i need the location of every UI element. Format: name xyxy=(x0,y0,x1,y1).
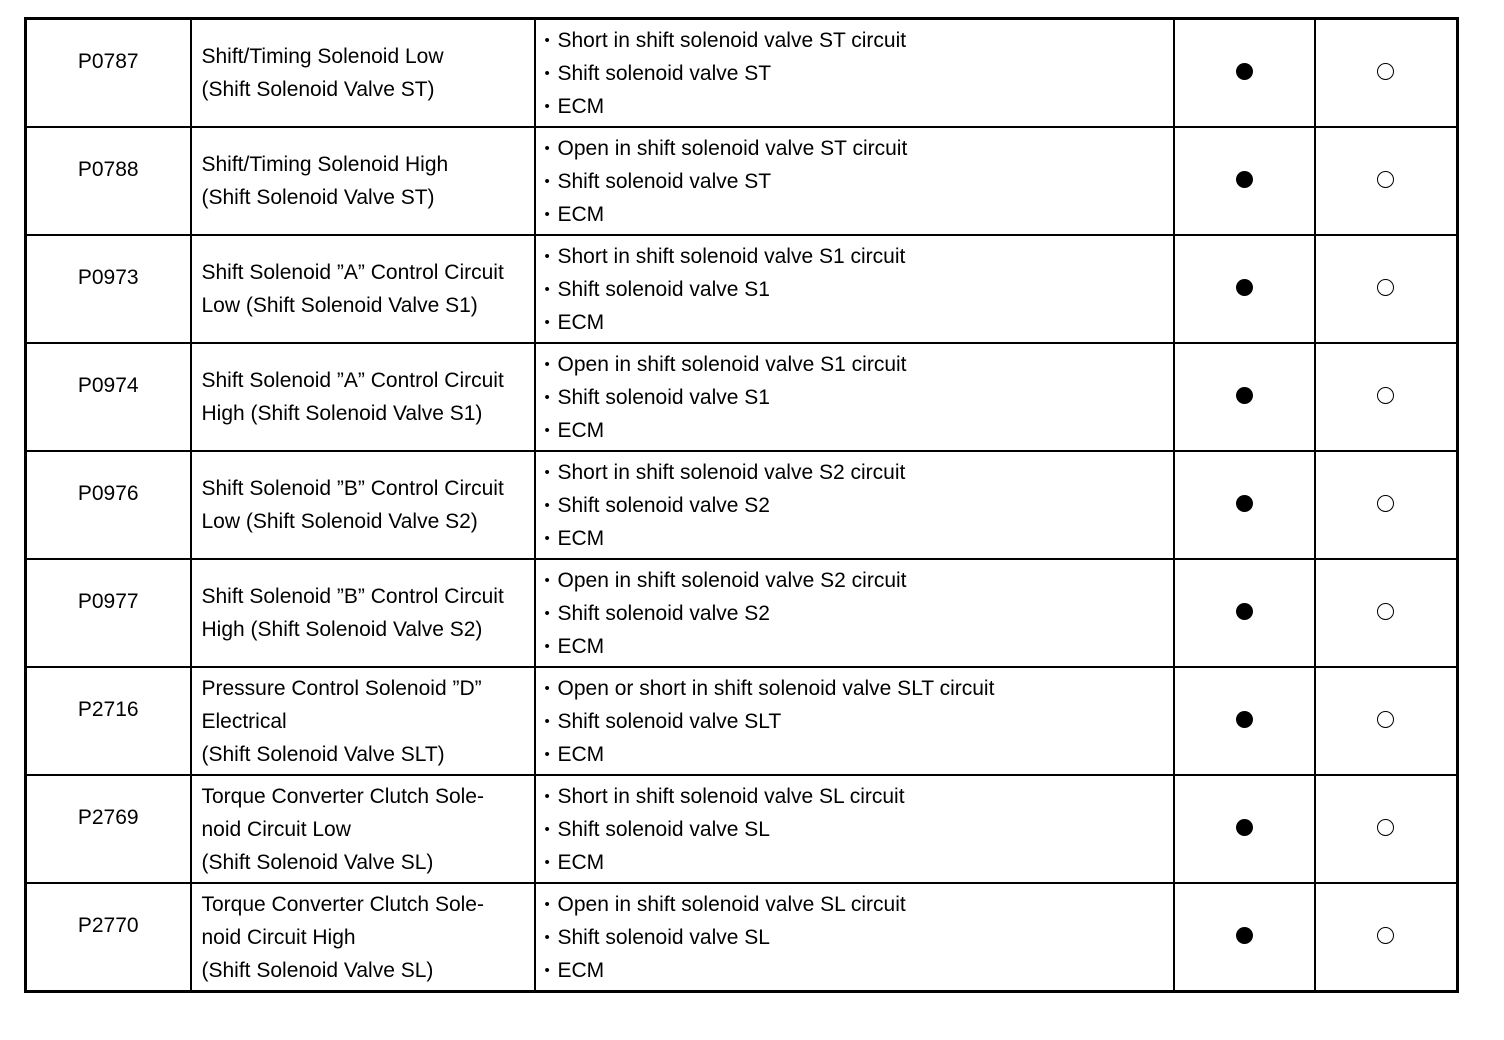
trouble-area-item xyxy=(545,456,1173,489)
trouble-area-text: Shift solenoid valve SLT xyxy=(557,709,782,733)
trouble-area-item xyxy=(545,489,1173,522)
detection-item-line: Torque Converter Clutch Sole- xyxy=(201,784,484,808)
detection-item-line: Low (Shift Solenoid Valve S2) xyxy=(201,510,478,533)
bullet-icon: • xyxy=(544,745,550,763)
trouble-area-text: ECM xyxy=(557,742,605,766)
bullet-icon: • xyxy=(544,139,550,157)
memory-cell xyxy=(1315,559,1458,667)
detection-item-line: High (Shift Solenoid Valve S1) xyxy=(201,402,483,425)
trouble-area-text: Shift solenoid valve ST xyxy=(557,169,772,193)
trouble-area-item xyxy=(545,165,1173,198)
trouble-area-item xyxy=(545,57,1173,90)
table-row xyxy=(26,343,1458,451)
dtc-code: P0977 xyxy=(26,559,191,667)
bullet-icon: • xyxy=(544,529,550,547)
trouble-area-text: Open in shift solenoid valve S1 circuit xyxy=(557,352,907,376)
trouble-area-item xyxy=(545,705,1173,738)
mil-cell xyxy=(1174,451,1315,559)
filled-circle-icon xyxy=(1236,927,1253,944)
trouble-area-text: ECM xyxy=(557,958,605,982)
bullet-icon: • xyxy=(544,895,550,913)
trouble-area-item xyxy=(545,132,1173,165)
trouble-area-text: ECM xyxy=(557,94,605,118)
mil-cell xyxy=(1174,235,1315,343)
memory-cell xyxy=(1315,19,1458,128)
detection-item-line: Pressure Control Solenoid ”D” xyxy=(201,676,482,700)
trouble-area-item xyxy=(545,921,1173,954)
table-row xyxy=(26,559,1458,667)
memory-cell xyxy=(1315,235,1458,343)
table-row xyxy=(26,235,1458,343)
filled-circle-icon xyxy=(1236,63,1253,80)
bullet-icon: • xyxy=(544,787,550,805)
table-row xyxy=(26,451,1458,559)
trouble-area-text: ECM xyxy=(557,310,605,334)
table-row xyxy=(26,127,1458,235)
trouble-area-text: Short in shift solenoid valve SL circuit xyxy=(557,784,905,808)
bullet-icon: • xyxy=(544,712,550,730)
bullet-icon: • xyxy=(544,961,550,979)
detection-item-line: Low (Shift Solenoid Valve S1) xyxy=(201,294,478,317)
trouble-area-item xyxy=(545,597,1173,630)
table-row xyxy=(26,775,1458,883)
dtc-code: P0788 xyxy=(26,127,191,235)
mil-cell xyxy=(1174,127,1315,235)
bullet-icon: • xyxy=(544,637,550,655)
memory-cell xyxy=(1315,667,1458,775)
bullet-icon: • xyxy=(544,31,550,49)
dtc-code: P0974 xyxy=(26,343,191,451)
detection-item-line: Shift Solenoid ”B” Control Circuit xyxy=(201,585,504,608)
open-circle-icon xyxy=(1377,495,1394,512)
open-circle-icon xyxy=(1377,63,1394,80)
trouble-area-text: ECM xyxy=(557,634,605,658)
detection-item-line: Shift/Timing Solenoid High xyxy=(201,153,449,176)
dtc-code: P0976 xyxy=(26,451,191,559)
table-row xyxy=(26,19,1458,128)
dtc-code: P2716 xyxy=(26,667,191,775)
bullet-icon: • xyxy=(544,604,550,622)
detection-item-line: Electrical xyxy=(201,709,287,733)
trouble-area-text: Shift solenoid valve ST xyxy=(557,61,772,85)
trouble-area-text: ECM xyxy=(557,418,605,442)
trouble-area-item xyxy=(545,348,1173,381)
open-circle-icon xyxy=(1377,603,1394,620)
bullet-icon: • xyxy=(544,205,550,223)
trouble-area-item xyxy=(545,381,1173,414)
trouble-area-text: Open in shift solenoid valve ST circuit xyxy=(557,136,908,160)
bullet-icon: • xyxy=(544,496,550,514)
trouble-area-text: Shift solenoid valve SL xyxy=(557,925,770,949)
bullet-icon: • xyxy=(544,463,550,481)
bullet-icon: • xyxy=(544,421,550,439)
trouble-area-text: ECM xyxy=(557,526,605,550)
memory-cell xyxy=(1315,775,1458,883)
trouble-area-text: Shift solenoid valve SL xyxy=(557,817,770,841)
trouble-area-item xyxy=(545,24,1173,57)
bullet-icon: • xyxy=(544,355,550,373)
open-circle-icon xyxy=(1377,819,1394,836)
detection-item xyxy=(191,775,535,883)
trouble-area-list xyxy=(535,667,1174,775)
trouble-area-item xyxy=(545,564,1173,597)
dtc-code: P0787 xyxy=(26,19,191,128)
bullet-icon: • xyxy=(544,247,550,265)
trouble-area-item xyxy=(545,888,1173,921)
detection-item-line: Torque Converter Clutch Sole- xyxy=(201,892,484,916)
detection-item-line: Shift/Timing Solenoid Low xyxy=(201,45,444,68)
detection-item xyxy=(191,19,535,128)
memory-cell xyxy=(1315,343,1458,451)
open-circle-icon xyxy=(1377,171,1394,188)
trouble-area-list xyxy=(535,127,1174,235)
trouble-area-item xyxy=(545,240,1173,273)
open-circle-icon xyxy=(1377,927,1394,944)
trouble-area-item xyxy=(545,90,1173,123)
detection-item-line: (Shift Solenoid Valve SLT) xyxy=(201,742,445,766)
mil-cell xyxy=(1174,343,1315,451)
bullet-icon: • xyxy=(544,313,550,331)
mil-cell xyxy=(1174,883,1315,992)
trouble-area-item xyxy=(545,738,1173,771)
mil-cell xyxy=(1174,667,1315,775)
trouble-area-text: Open in shift solenoid valve S2 circuit xyxy=(557,568,907,592)
detection-item-line: High (Shift Solenoid Valve S2) xyxy=(201,618,483,641)
detection-item xyxy=(191,343,535,451)
bullet-icon: • xyxy=(544,571,550,589)
bullet-icon: • xyxy=(544,172,550,190)
trouble-area-text: Short in shift solenoid valve S1 circuit xyxy=(557,244,906,268)
trouble-area-list xyxy=(535,235,1174,343)
filled-circle-icon xyxy=(1236,603,1253,620)
bullet-icon: • xyxy=(544,820,550,838)
trouble-area-item xyxy=(545,273,1173,306)
mil-cell xyxy=(1174,775,1315,883)
detection-item xyxy=(191,883,535,992)
detection-item-line: (Shift Solenoid Valve SL) xyxy=(201,850,434,874)
filled-circle-icon xyxy=(1236,171,1253,188)
trouble-area-text: Shift solenoid valve S2 xyxy=(557,601,770,625)
trouble-area-text: Open or short in shift solenoid valve SLT circuit xyxy=(557,676,995,700)
open-circle-icon xyxy=(1377,279,1394,296)
trouble-area-item xyxy=(545,306,1173,339)
detection-item-line: Shift Solenoid ”A” Control Circuit xyxy=(201,261,504,284)
detection-item-line: (Shift Solenoid Valve ST) xyxy=(201,186,435,209)
filled-circle-icon xyxy=(1236,711,1253,728)
trouble-area-list xyxy=(535,451,1174,559)
detection-item-line: (Shift Solenoid Valve SL) xyxy=(201,958,434,982)
trouble-area-item xyxy=(545,522,1173,555)
trouble-area-list xyxy=(535,883,1174,992)
trouble-area-item xyxy=(545,846,1173,879)
trouble-area-item xyxy=(545,672,1173,705)
trouble-area-text: ECM xyxy=(557,202,605,226)
mil-cell xyxy=(1174,559,1315,667)
bullet-icon: • xyxy=(544,928,550,946)
detection-item-line: noid Circuit Low xyxy=(201,817,351,841)
trouble-area-item xyxy=(545,780,1173,813)
filled-circle-icon xyxy=(1236,495,1253,512)
dtc-code: P2770 xyxy=(26,883,191,992)
detection-item xyxy=(191,127,535,235)
filled-circle-icon xyxy=(1236,819,1253,836)
trouble-area-text: Short in shift solenoid valve S2 circuit xyxy=(557,460,906,484)
bullet-icon: • xyxy=(544,280,550,298)
table-row xyxy=(26,667,1458,775)
trouble-area-text: ECM xyxy=(557,850,605,874)
trouble-area-list xyxy=(535,343,1174,451)
dtc-table-body xyxy=(26,19,1458,992)
bullet-icon: • xyxy=(544,97,550,115)
detection-item xyxy=(191,235,535,343)
trouble-area-text: Shift solenoid valve S1 xyxy=(557,385,770,409)
bullet-icon: • xyxy=(544,853,550,871)
bullet-icon: • xyxy=(544,64,550,82)
memory-cell xyxy=(1315,451,1458,559)
mil-cell xyxy=(1174,19,1315,128)
trouble-area-text: Shift solenoid valve S1 xyxy=(557,277,770,301)
trouble-area-text: Short in shift solenoid valve ST circuit xyxy=(557,28,907,52)
trouble-area-list xyxy=(535,19,1174,128)
dtc-code: P0973 xyxy=(26,235,191,343)
open-circle-icon xyxy=(1377,387,1394,404)
detection-item-line: noid Circuit High xyxy=(201,925,356,949)
filled-circle-icon xyxy=(1236,387,1253,404)
trouble-area-item xyxy=(545,813,1173,846)
bullet-icon: • xyxy=(544,388,550,406)
trouble-area-item xyxy=(545,414,1173,447)
filled-circle-icon xyxy=(1236,279,1253,296)
trouble-area-item xyxy=(545,954,1173,987)
dtc-code: P2769 xyxy=(26,775,191,883)
trouble-area-list xyxy=(535,775,1174,883)
dtc-table xyxy=(24,17,1459,993)
memory-cell xyxy=(1315,883,1458,992)
detection-item xyxy=(191,559,535,667)
detection-item xyxy=(191,667,535,775)
trouble-area-text: Open in shift solenoid valve SL circuit xyxy=(557,892,906,916)
detection-item xyxy=(191,451,535,559)
trouble-area-item xyxy=(545,198,1173,231)
detection-item-line: Shift Solenoid ”B” Control Circuit xyxy=(201,477,504,500)
detection-item-line: Shift Solenoid ”A” Control Circuit xyxy=(201,369,504,392)
memory-cell xyxy=(1315,127,1458,235)
trouble-area-list xyxy=(535,559,1174,667)
trouble-area-text: Shift solenoid valve S2 xyxy=(557,493,770,517)
table-row xyxy=(26,883,1458,992)
trouble-area-item xyxy=(545,630,1173,663)
open-circle-icon xyxy=(1377,711,1394,728)
detection-item-line: (Shift Solenoid Valve ST) xyxy=(201,78,435,101)
bullet-icon: • xyxy=(544,679,550,697)
